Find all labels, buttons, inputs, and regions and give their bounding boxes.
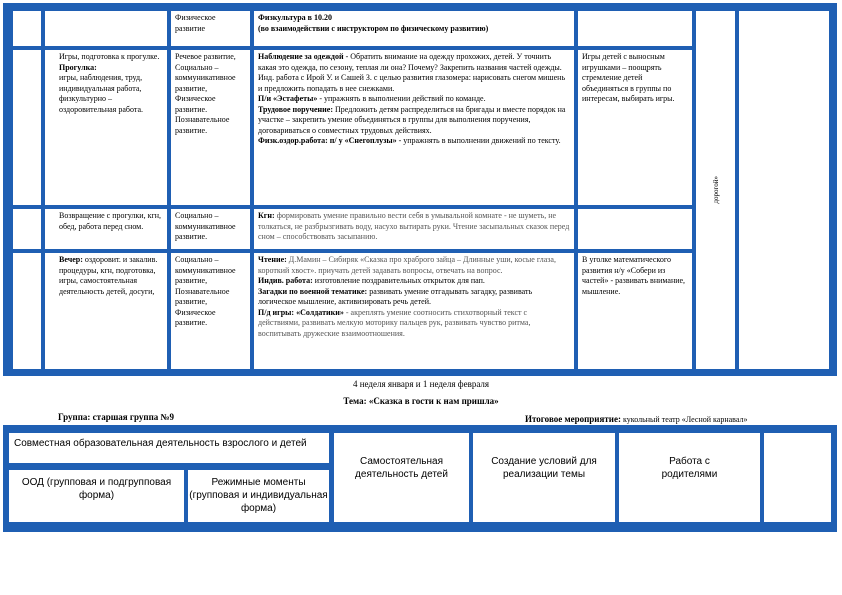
cell-blank bbox=[13, 253, 41, 369]
regime-moments-cell bbox=[188, 470, 329, 522]
cell-blank bbox=[13, 11, 41, 46]
riddles-text: развивать умение отгадывать загадку, развивать логическое мышление, активизировать речь детей. bbox=[258, 286, 533, 306]
individual-label: Индив. работа: bbox=[258, 276, 313, 285]
regime-text: оздоровит. и закалив. процедуры, кгн, подготовка, игры, самостоятельная деятельность детей, досуги, bbox=[59, 255, 158, 296]
parents-cell bbox=[619, 433, 760, 522]
parents-vertical-text: дорогой» bbox=[711, 176, 720, 204]
conditions-text: В уголке математического развития н/у «Собери из частей» - развивать внимание, мышление. bbox=[582, 255, 686, 296]
columns-header-table bbox=[3, 425, 837, 532]
cell-activity bbox=[254, 50, 574, 205]
cell-parents bbox=[696, 11, 739, 369]
group-text: старшая группа №9 bbox=[90, 412, 175, 422]
development-text: Физическое развитие bbox=[175, 13, 216, 33]
game-text: - упражнять в выполнении действий по команде. bbox=[317, 94, 486, 103]
independent-cell bbox=[334, 433, 469, 522]
cell-development bbox=[171, 209, 250, 249]
cell-blank bbox=[45, 11, 167, 46]
conditions-text: Игры детей с выносным игрушками – поощрять стремление детей объединяться в группы по интересам, выбирать игры. bbox=[582, 52, 675, 103]
development-text: Социально – коммуникативное развитие. bbox=[175, 211, 236, 241]
reading-text: Д.Мамин – Сибиряк «Сказка про храброго зайца – Длинные уши, косые глаза, короткий хвост». приучать детей задавать вопросы, отвечать на вопрос. bbox=[258, 255, 556, 275]
observation-text: - Обратить внимание на одежду прохожих, детей. У точнить какая это одежда, по сезону, теплая ли она? Почему? Закрепить названия частей одежды. Инд. работа с Ирой У. и Сашей З. с целью развития глазомера: нарисовать снегом мишень и предложить попадать в нее снежками. bbox=[258, 52, 566, 93]
cell-activity bbox=[254, 11, 574, 46]
activity-subtitle: (во взаимодействии с инструктором по физическому развитию) bbox=[258, 23, 489, 33]
individual-text: изготовление поздравительных открыток для пап. bbox=[312, 276, 485, 285]
independent-text: Самостоятельная деятельность детей bbox=[355, 456, 448, 480]
ood-text: ООД (групповая и подгрупповая форма) bbox=[21, 477, 172, 501]
cell-development bbox=[171, 11, 250, 46]
game-label: П/д игры: «Солдатики» bbox=[258, 307, 344, 317]
game-text: - акреплять умение соотносить стихотворный текст с действиями, развивать мелкую моторику пальцев рук, развивать чувство ритма, воспитывать дружеские взаимоотношения. bbox=[258, 307, 531, 338]
cell-conditions bbox=[578, 50, 692, 205]
conditions-text: Создание условий для реализации темы bbox=[491, 456, 597, 480]
labor-text: Предложить детям распределиться на бригады и вместе порядок на участке – закрепить умение объединяться в группы для выполнения поручения, договариваться о совместных трудовых действиях. bbox=[258, 104, 566, 135]
regime-text: Возвращение с прогулки, кгн, обед, работа перед сном. bbox=[59, 211, 162, 231]
topic-heading bbox=[0, 396, 842, 406]
regime-text: Игры, подготовка к прогулке. bbox=[59, 52, 160, 61]
topic-label: Тема: bbox=[343, 396, 367, 406]
conditions-cell bbox=[473, 433, 615, 522]
topic-text: «Сказка в гости к нам пришла» bbox=[366, 396, 499, 406]
health-text: - упражнять в выполнении движений по тексту. bbox=[396, 136, 561, 145]
cell-regime bbox=[45, 50, 167, 205]
development-text: Речевое развитие, Социально – коммуникативное развитие, Физическое развитие. Познавательное развитие. bbox=[175, 52, 236, 135]
cell-blank bbox=[13, 50, 41, 205]
ood-cell bbox=[9, 470, 184, 522]
kgn-text: формировать умение правильно вести себя в умывальной комнате - не шуметь, не толкаться, не разбрызгивать воду, насухо вытирать руки. Чтение засыпальных сказок перед сном – способствовать засыпанию. bbox=[258, 211, 570, 241]
regime-text: игры, наблюдения, труд, индивидуальная работа, физкультурно – оздоровительная работа. bbox=[59, 73, 144, 114]
game-label: П/и «Эстафеты» bbox=[258, 94, 318, 103]
cell-conditions bbox=[578, 253, 692, 369]
cell-activity bbox=[254, 209, 574, 249]
cell-blank bbox=[739, 11, 829, 369]
final-event-label: Итоговое мероприятие: bbox=[525, 414, 621, 424]
parents-text: Работа с родителями bbox=[661, 456, 718, 480]
reading-label: Чтение: bbox=[258, 255, 287, 264]
cell-activity bbox=[254, 253, 574, 369]
final-event-line bbox=[525, 414, 747, 424]
cell-regime bbox=[45, 209, 167, 249]
joint-activity-text: Совместная образовательная деятельность взрослого и детей bbox=[14, 438, 307, 449]
labor-label: Трудовое поручение: bbox=[258, 104, 333, 114]
blank-cell bbox=[764, 433, 831, 522]
cell-blank bbox=[578, 209, 692, 249]
cell-blank bbox=[578, 11, 692, 46]
plan-table bbox=[3, 3, 837, 376]
evening-label: Вечер: bbox=[59, 255, 83, 264]
final-event-text: кукольный театр «Лесной карнавал» bbox=[620, 415, 748, 424]
cell-development bbox=[171, 253, 250, 369]
regime-label: Прогулка: bbox=[59, 62, 97, 72]
cell-development bbox=[171, 50, 250, 205]
observation-label: Наблюдение за одеждой bbox=[258, 52, 344, 61]
cell-regime bbox=[45, 253, 167, 369]
regime-moments-text: Режимные моменты (групповая и индивидуальная форма) bbox=[189, 477, 328, 514]
health-label: Физк.оздор.работа: п/ у «Снегоплузы» bbox=[258, 136, 397, 145]
week-heading: 4 неделя января и 1 неделя февраля bbox=[352, 379, 490, 389]
activity-title: Физкультура в 10.20 bbox=[258, 13, 332, 22]
kgn-label: Кгн: bbox=[258, 211, 275, 220]
cell-blank bbox=[13, 209, 41, 249]
riddles-label: Загадки по военной тематике: bbox=[258, 286, 368, 296]
development-text: Социально – коммуникативное развитие, Познавательное развитие, Физическое развитие. bbox=[175, 255, 236, 327]
joint-activity-cell bbox=[9, 433, 329, 463]
group-label: Группа: bbox=[58, 412, 91, 422]
group-line bbox=[58, 412, 174, 422]
